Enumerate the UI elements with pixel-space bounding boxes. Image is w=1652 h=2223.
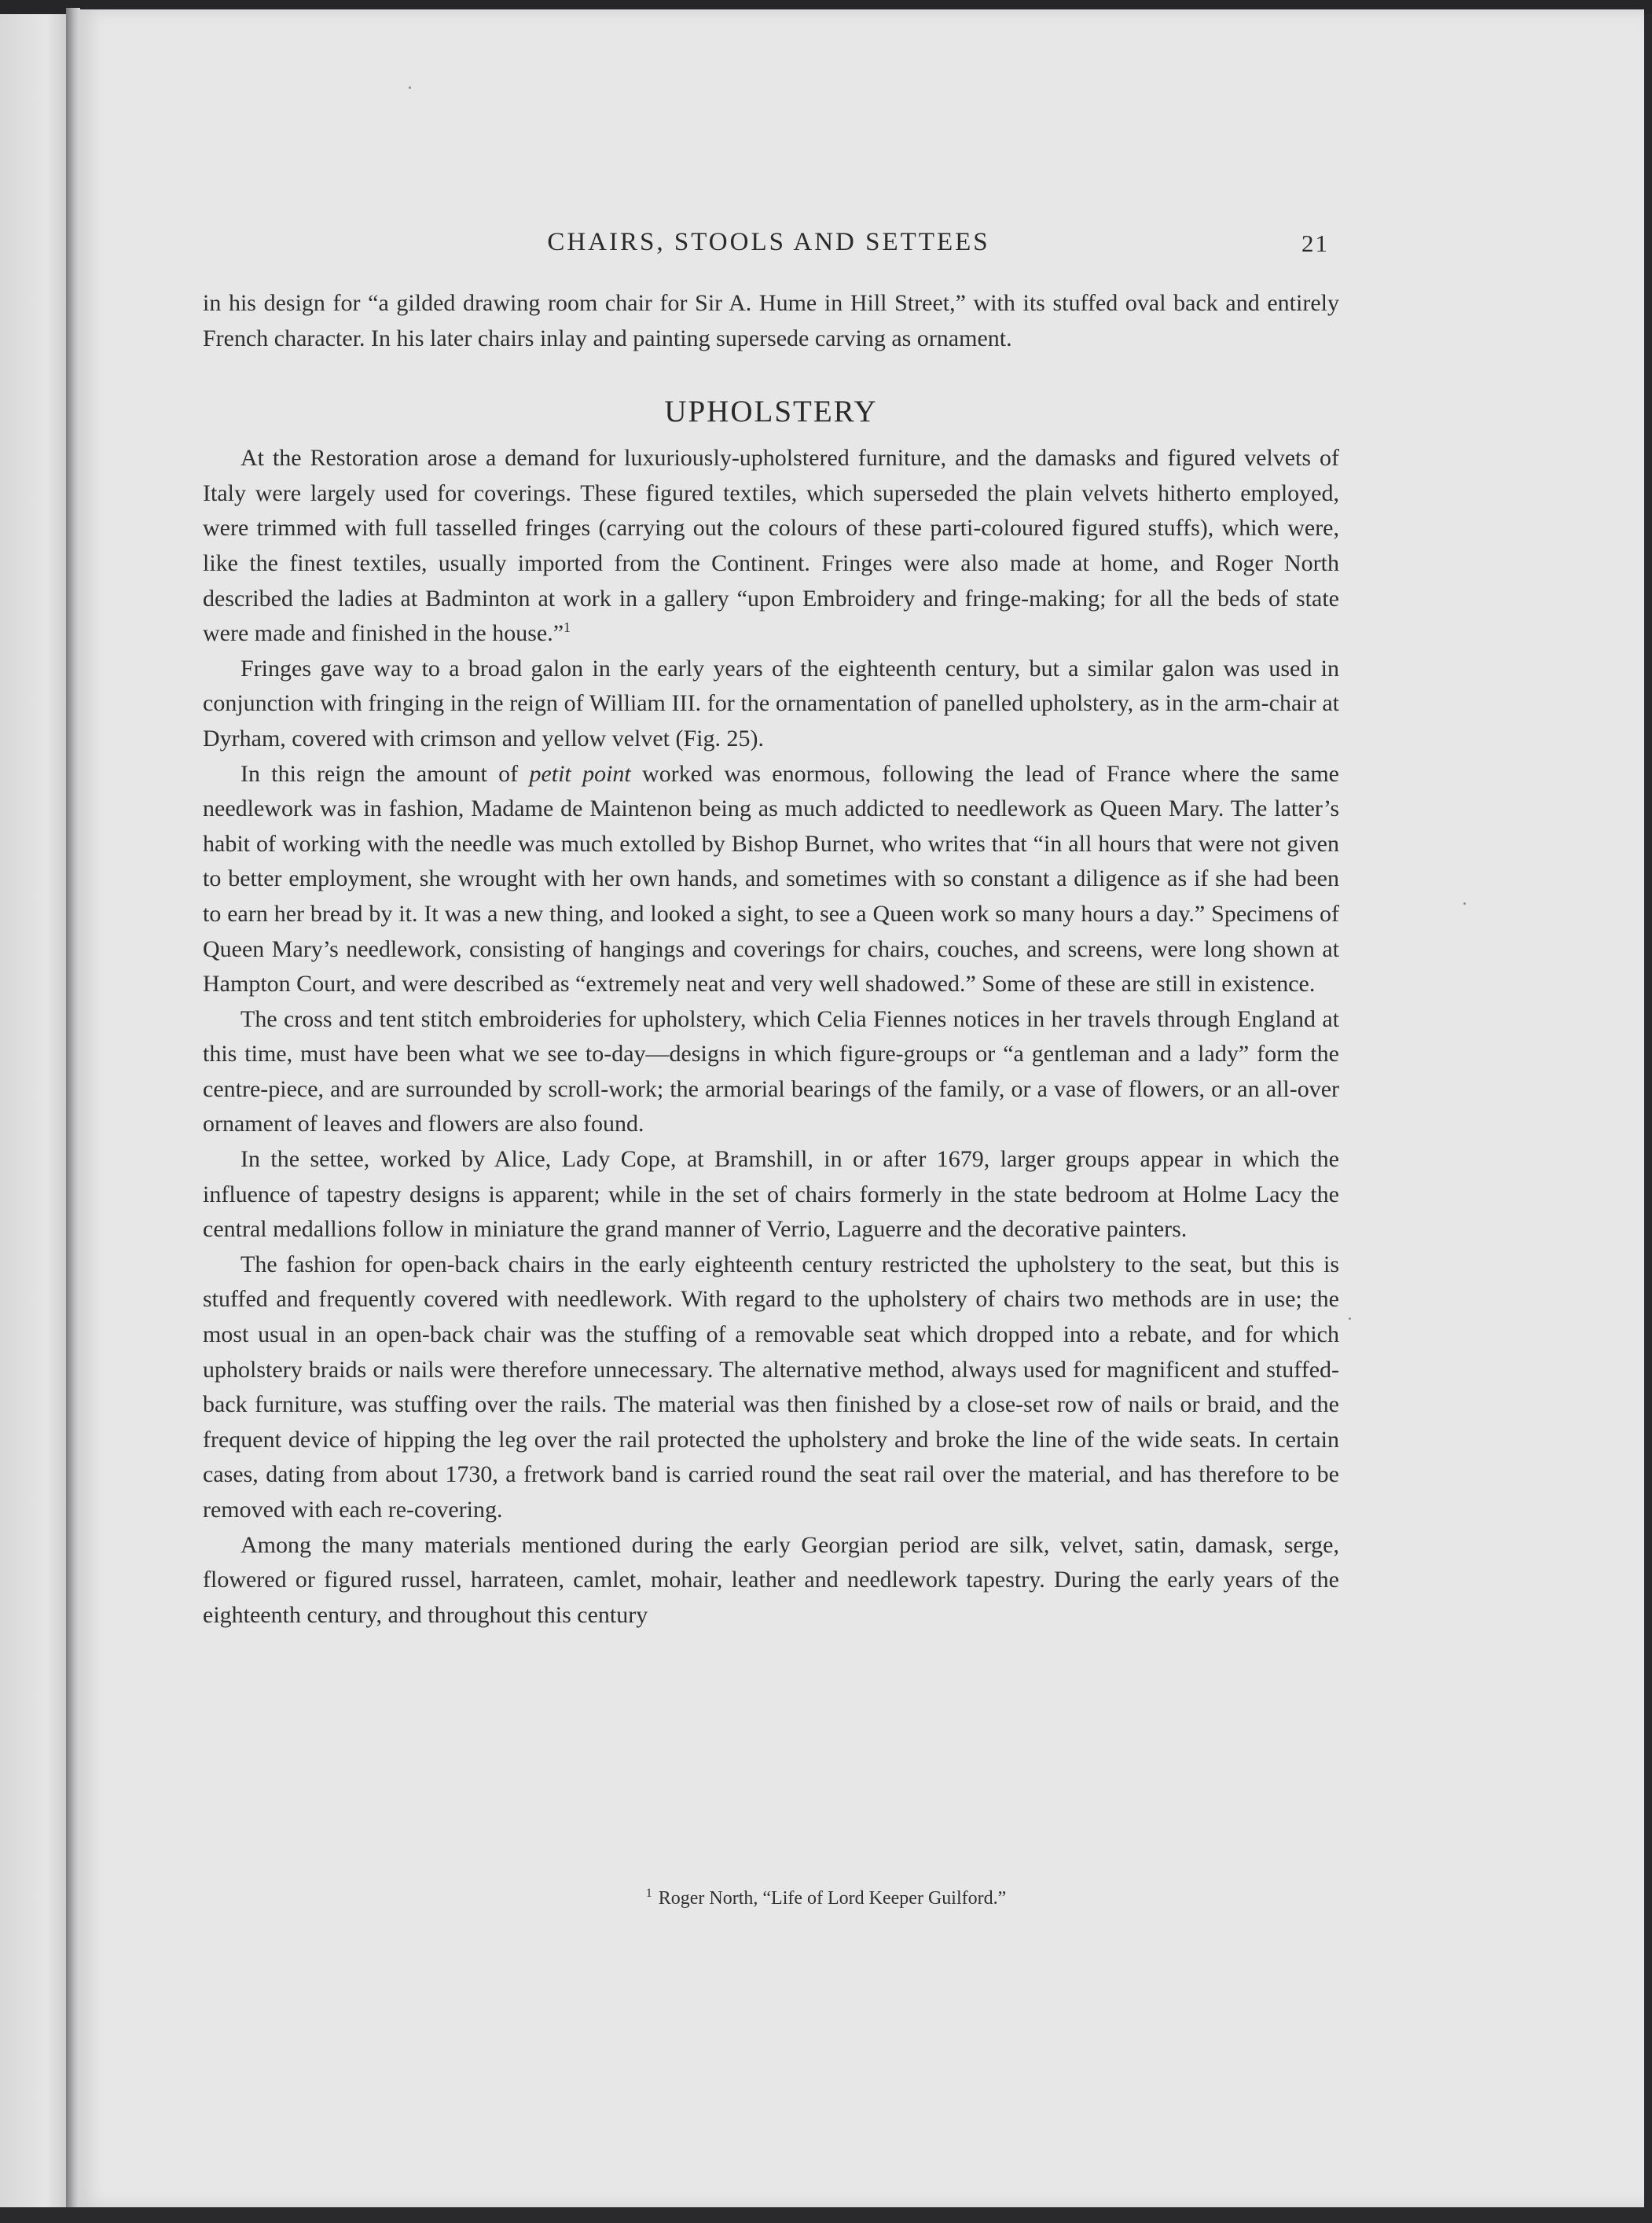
footnote-text: Roger North, “Life of Lord Keeper Guilford.”: [658, 1888, 1007, 1909]
facing-page-edge: [0, 14, 66, 2207]
running-title: CHAIRS, STOOLS AND SETTEES: [547, 228, 990, 256]
paragraph: The cross and tent stitch embroideries for upholstery, which Celia Fiennes notices in her travels through England at this time, must have been what we see to-day—designs in which figure-groups or “a gentleman and a lady” form the centre-piece, and are surrounded by scroll-work; the armorial bearings of the family, or a vase of flowers, or an all-over ornament of leaves and flowers are also found.: [203, 1005, 1339, 1137]
paragraph: [203, 757, 1339, 1002]
footnote: [0, 1887, 1652, 1909]
paragraph: In the settee, worked by Alice, Lady Cope, at Bramshill, in or after 1679, larger groups appear in which the influence of tapestry designs is apparent; while in the set of chairs formerly in the state bedroom at Holme Lacy the central medallions follow in miniature the grand manner of Verrio, Laguerre and the decorative painters.: [203, 1146, 1339, 1243]
section-heading: UPHOLSTERY: [664, 395, 878, 429]
paragraph-text: At the Restoration arose a demand for luxuriously-upholstered furniture, and the damasks and figured velvets of Italy were largely used for coverings. These figured textiles, which superseded the plain velvets hitherto employed, were trimmed with full tasselled fringes (carrying out the colours of these parti-coloured figured stuffs), which were, like the finest textiles, usually imported from the Continent. Fringes were also made at home, and Roger North described the ladies at Badminton at work in a gallery “upon Embroidery and fringe-making; for all the beds of state were made and finished in the house.”: [203, 445, 1339, 647]
italic-term: petit point: [529, 760, 631, 787]
scan-bottom-edge: [0, 2207, 1652, 2223]
paragraph-continued: in his design for “a gilded drawing room chair for Sir A. Hume in Hill Street,” with its stuffed oval back and entirely French character. In his later chairs inlay and painting supersede carving as ornament.: [203, 290, 1339, 351]
running-head: [0, 228, 1652, 267]
footnote-mark: 1: [645, 1887, 652, 1900]
paragraph-text: In this reign the amount of: [240, 760, 530, 787]
page-number: 21: [1301, 230, 1329, 257]
footnote-reference: 1: [564, 619, 571, 636]
paper-speck: [409, 86, 411, 89]
paragraph: [203, 441, 1339, 652]
paragraph: Among the many materials mentioned during the early Georgian period are silk, velvet, satin, damask, serge, flowered or figured russel, harrateen, camlet, mohair, leather and needlework tapestry. During the early years of the eighteenth century, and throughout this century: [203, 1531, 1339, 1628]
paragraph: Fringes gave way to a broad galon in the early years of the eighteenth century, but a similar galon was used in conjunction with fringing in the reign of William III. for the ornamentation of panelled upholstery, as in the arm-chair at Dyrham, covered with crimson and yellow velvet (Fig. 25).: [203, 655, 1339, 751]
main-text: [203, 286, 1339, 1633]
paragraph: The fashion for open-back chairs in the early eighteenth century restricted the upholstery to the seat, but this is stuffed and frequently covered with needlework. With regard to the upholstery of chairs two methods are in use; the most usual in an open-back chair was the stuffing of a removable seat which dropped into a rebate, and for which upholstery braids or nails were therefore unnecessary. The alternative method, always used for magnificent and stuffed-back furniture, was stuffing over the rails. The material was then finished by a close-set row of nails or braid, and the frequent device of hipping the leg over the rail protected the upholstery and broke the line of the wide seats. In certain cases, dating from about 1730, a fretwork band is carried round the seat rail over the material, and has therefore to be removed with each re-covering.: [203, 1251, 1339, 1523]
paragraph-text: worked was enormous, following the lead of France where the same needlework was in fashion, Madame de Maintenon being as much addicted to needlework as Queen Mary. The latter’s habit of working with the needle was much extolled by Bishop Burnet, who writes that “in all hours that were not given to better employment, she wrought with her own hands, and sometimes with so constant a diligence as if she had been to earn her bread by it. It was a new thing, and looked a sight, to see a Queen work so many hours a day.” Specimens of Queen Mary’s needlework, consisting of hangings and coverings for chairs, couches, and screens, were long shown at Hampton Court, and were described as “extremely neat and very well shadowed.” Some of these are still in existence.: [203, 760, 1339, 998]
paper-speck: [1349, 1317, 1351, 1320]
paper-speck: [1463, 902, 1466, 905]
